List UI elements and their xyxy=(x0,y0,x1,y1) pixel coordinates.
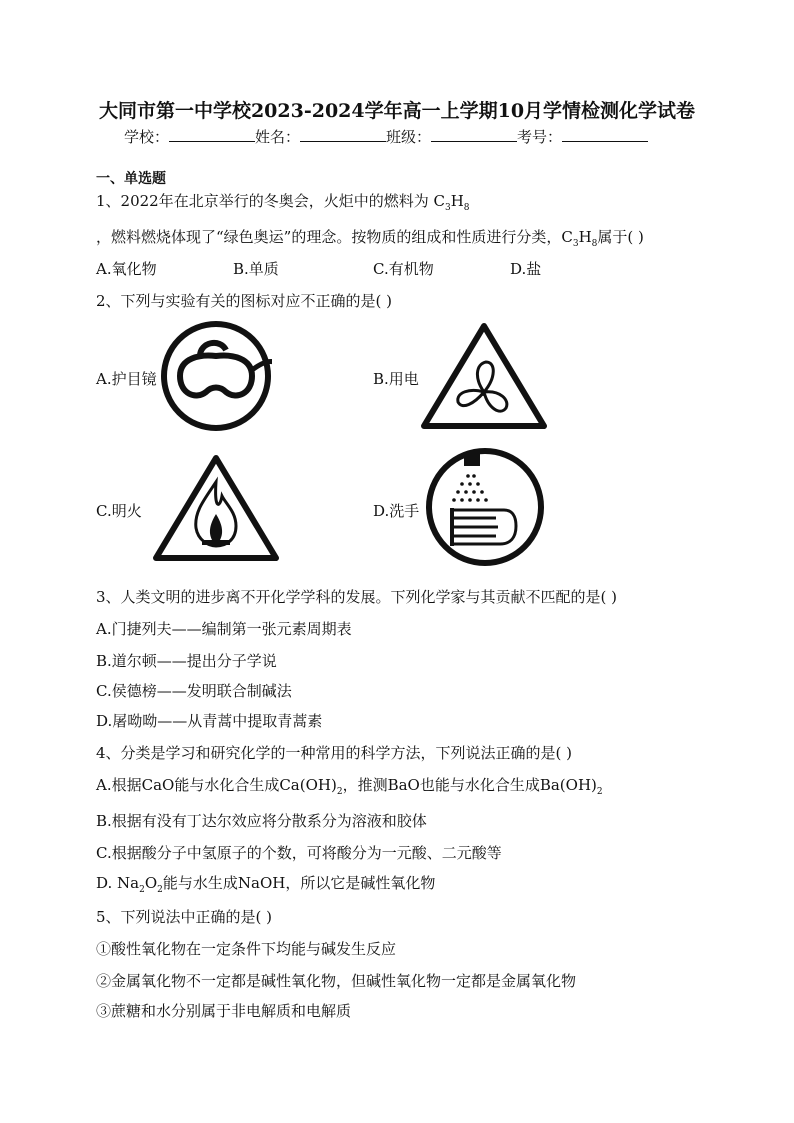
page-title: 大同市第一中学校2023-2024学年高一上学期10月学情检测化学试卷 xyxy=(98,100,696,122)
q4-d-text-2: O xyxy=(144,874,158,892)
q3-option-b[interactable]: B.道尔顿——提出分子学说 xyxy=(96,652,277,670)
section-title: 一、单选题 xyxy=(96,171,166,187)
q1-option-b[interactable]: B.单质 xyxy=(233,260,279,278)
q5-item-1: ①酸性氧化物在一定条件下均能与碱发生反应 xyxy=(96,940,397,958)
q1-line2 xyxy=(96,226,644,249)
q4-d-text-3: 能与水生成NaOH，所以它是碱性氧化物 xyxy=(162,874,436,892)
q4-option-b[interactable]: B.根据有没有丁达尔效应将分散系分为溶液和胶体 xyxy=(96,812,427,830)
school-label: 学校： xyxy=(124,128,170,146)
q4-stem: 4、分类是学习和研究化学的一种常用的科学方法，下列说法正确的是( ) xyxy=(96,744,573,762)
q5-item-3: ③蔗糖和水分别属于非电解质和电解质 xyxy=(96,1002,352,1020)
q4-a-sub-1: 2 xyxy=(336,787,343,797)
q3-option-d[interactable]: D.屠呦呦——从青蒿中提取青蒿素 xyxy=(96,712,323,730)
q2-option-a[interactable]: A.护目镜 xyxy=(96,370,157,388)
q2-option-b[interactable]: B.用电 xyxy=(373,370,419,388)
number-field[interactable] xyxy=(562,127,648,142)
q1-line1 xyxy=(96,190,470,213)
number-label: 考号： xyxy=(517,128,563,146)
q4-option-c[interactable]: C.根据酸分子中氢原子的个数，可将酸分为一元酸、二元酸等 xyxy=(96,844,502,862)
q1-option-d[interactable]: D.盐 xyxy=(510,260,542,278)
q4-option-a[interactable] xyxy=(96,774,603,797)
student-info-line xyxy=(124,126,648,147)
hand-washing-icon xyxy=(424,446,546,568)
q1-option-c[interactable]: C.有机物 xyxy=(373,260,434,278)
q1-formula-h-2: H xyxy=(578,228,592,246)
q4-a-text-1: A.根据CaO能与水化合生成Ca(OH) xyxy=(96,776,337,794)
school-field[interactable] xyxy=(169,127,255,142)
q4-d-sub-1: 2 xyxy=(139,885,145,895)
name-label: 姓名： xyxy=(255,128,301,146)
q1-formula-c-sub: 3 xyxy=(444,203,451,213)
q4-d-text-1: D. Na xyxy=(96,874,140,892)
q5-stem: 5、下列说法中正确的是( ) xyxy=(96,908,273,926)
q4-option-d[interactable] xyxy=(96,872,435,895)
goggles-icon xyxy=(160,320,272,432)
q3-option-c[interactable]: C.侯德榜——发明联合制碱法 xyxy=(96,682,292,700)
q1-formula-c-sub-2: 3 xyxy=(572,239,579,249)
fan-icon xyxy=(418,320,550,432)
q4-d-sub-2: 2 xyxy=(157,885,163,895)
q1-line1-text: 1、2022年在北京举行的冬奥会，火炬中的燃料为 C xyxy=(96,192,445,210)
q2-option-d[interactable]: D.洗手 xyxy=(373,502,420,520)
q1-formula-h: H xyxy=(450,192,464,210)
q1-formula-h-sub: 8 xyxy=(463,203,470,213)
q1-line2-suffix: 属于( ) xyxy=(597,228,644,246)
class-field[interactable] xyxy=(431,127,517,142)
name-field[interactable] xyxy=(300,127,386,142)
q4-a-sub-2: 2 xyxy=(596,787,603,797)
q1-option-a[interactable]: A.氧化物 xyxy=(96,260,157,278)
flame-icon xyxy=(150,452,282,564)
q3-option-a[interactable]: A.门捷列夫——编制第一张元素周期表 xyxy=(96,620,352,638)
q5-item-2: ②金属氧化物不一定都是碱性氧化物，但碱性氧化物一定都是金属氧化物 xyxy=(96,972,577,990)
q4-a-text-2: ，推测BaO也能与水化合生成Ba(OH) xyxy=(342,776,597,794)
q2-option-c[interactable]: C.明火 xyxy=(96,502,142,520)
class-label: 班级： xyxy=(386,128,432,146)
q3-stem: 3、人类文明的进步离不开化学学科的发展。下列化学家与其贡献不匹配的是( ) xyxy=(96,588,618,606)
q1-line2-text: ，燃料燃烧体现了“绿色奥运”的理念。按物质的组成和性质进行分类，C xyxy=(96,228,573,246)
q2-stem: 2、下列与实验有关的图标对应不正确的是( ) xyxy=(96,292,393,310)
q1-formula-h-sub-2: 8 xyxy=(591,239,598,249)
